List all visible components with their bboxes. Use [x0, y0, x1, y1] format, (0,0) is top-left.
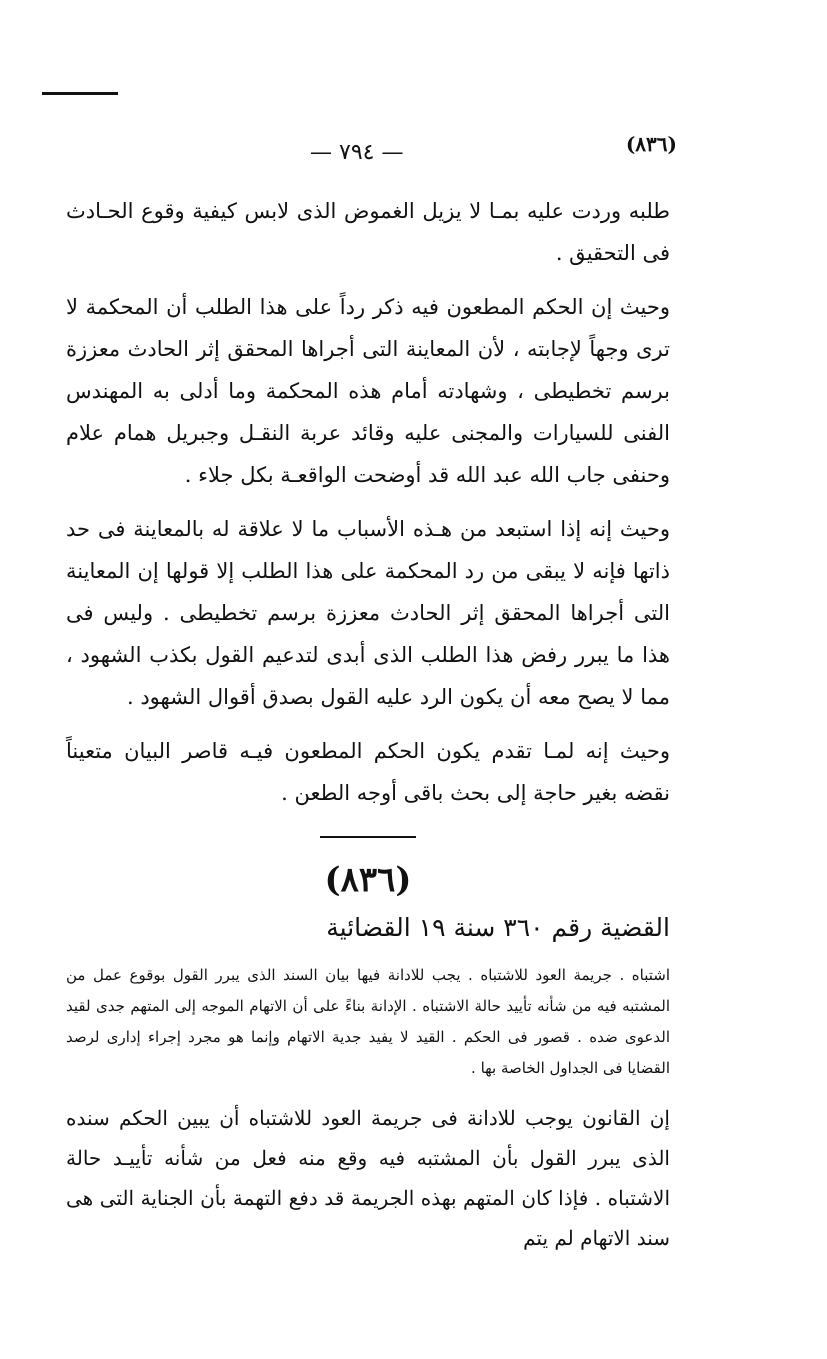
- case-title: القضية رقم ٣٦٠ سنة ١٩ القضائية: [326, 913, 670, 942]
- paragraph: وحيث إن الحكم المطعون فيه ذكر رداً على هذا الطلب أن المحكمة لا ترى وجهاً لإجابته ، لأن المعاينة التى أجراها المحقق إثر الحادث معززة برسم تخطيطى ، وشهادته أمام هذه المحكمة وما أدلى به المهندس الفنى للسيارات والمجنى عليه وقائد عربة النقـل وجبريل همام علام وحنفى جاب الله عبد الله قد أوضحت الواقعـة بكل جلاء .: [66, 295, 670, 487]
- paragraph: طلبه وردت عليه بمـا لا يزيل الغموض الذى لابس كيفية وقوع الحـادث فى التحقيق .: [66, 199, 670, 265]
- case-number: (٨٣٦): [324, 860, 412, 900]
- page-header: [70, 132, 677, 172]
- paragraph: وحيث إنه لمـا تقدم يكون الحكم المطعون فيـه قاصر البيان متعيناً نقضه بغير حاجة إلى بحث باقى أوجه الطعن .: [66, 739, 670, 805]
- case-ruling: إن القانون يوجب للادانة فى جريمة العود للاشتباه أن يبين الحكم سنده الذى يبرر القول بأن المشتبه فيه وقع منه فعل من شأنه تأييـد حالة الاشتباه . فإذا كان المتهم بهذه الجريمة قد دفع التهمة بأن الجناية التى هى سند الاتهام لم يتم: [66, 1106, 670, 1250]
- paragraph: وحيث إنه إذا استبعد من هـذه الأسباب ما لا علاقة له بالمعاينة فى حد ذاتها فإنه لا يبقى من رد المحكمة على هذا الطلب إلا قولها إن المعاينة التى أجراها المحقق إثر الحادث معززة برسم تخطيطى . وليس فى هذا ما يبرر رفض هذا الطلب الذى أبدى لتدعيم القول بكذب الشهود ، مما لا يصح معه أن يكون الرد عليه القول بصدق أقوال الشهود .: [66, 517, 670, 709]
- page-content: [66, 190, 670, 1258]
- case-summary: اشتباه . جريمة العود للاشتباه . يجب للادانة فيها بيان السند الذى يبرر القول بوقوع عمل من المشتبه فيه من شأنه تأييد حالة الاشتباه . الإدانة بناءً على أن الاتهام الموجه إلى المتهم جدى لقيد الدعوى ضده . قصور فى الحكم . القيد لا يفيد جدية الاتهام وإنما هو مجرد إجراء إدارى لرصد القضايا فى الجداول الخاصة بها .: [66, 966, 670, 1077]
- header-case-ref: (٨٣٦): [625, 132, 677, 156]
- section-divider: [320, 836, 416, 838]
- top-rule: [42, 92, 118, 95]
- page-number: — ٧٩٤ —: [310, 140, 404, 165]
